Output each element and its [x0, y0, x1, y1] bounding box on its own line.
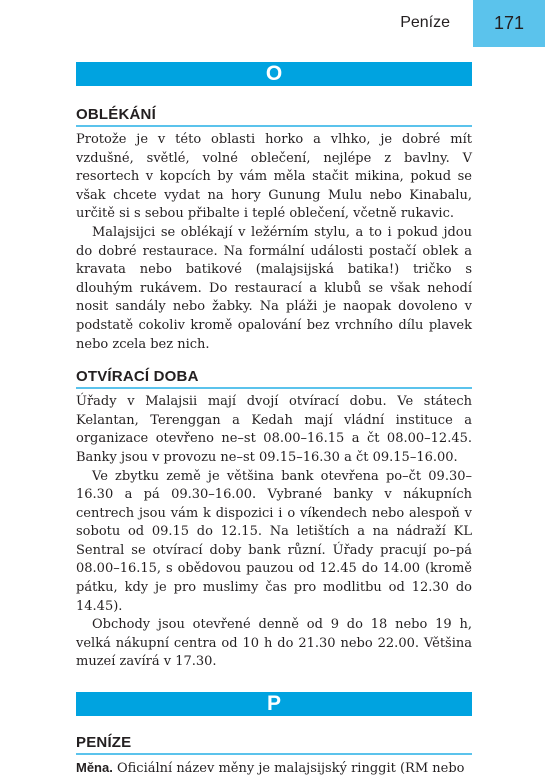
- section-heading-penize: PENÍZE: [76, 734, 472, 755]
- paragraph: [76, 759, 472, 779]
- letter-band-p-label: P: [266, 692, 281, 716]
- section-heading-oblekani: OBLÉKÁNÍ: [76, 106, 472, 127]
- section-oteviraci-doba: [76, 368, 472, 672]
- page-number: 171: [493, 13, 525, 33]
- section-oblekani: [76, 106, 472, 354]
- page-content: [76, 62, 472, 779]
- paragraph: Protože je v této oblasti horko a vlhko, je dobré mít vzdušné, světlé, volné oblečení, nejlépe z bavlny. V resortech v kopcích by vám měla stačit mikina, pokud se však chcete vydat na hory Gunung Mulu nebo Kinabalu, určitě si s sebou přibalte i teplé oblečení, včetně rukavic.: [76, 132, 472, 222]
- letter-band-o-label: O: [265, 62, 283, 85]
- paragraph: Ve zbytku země je většina bank otevřena po–čt 09.30–16.30 a pá 09.30–16.00. Vybrané banky v nákupních centrech jsou vám k dispozici i o víkendech nebo alespoň v sobotu od 09.15 do 12.15. Na letištích a na nádraží KL Sentral se otvírací doby bank různí. Úřady pracují po–pá 08.00–16.15, s obědovou pauzou od 12.45 do 14.00 (kromě pátku, kdy je pro muslimy čas pro modlitbu od 12.30 do 14.45).: [76, 468, 472, 614]
- section-heading-oteviraci-doba: OTVÍRACÍ DOBA: [76, 368, 472, 389]
- letter-band-o: [76, 62, 472, 86]
- paragraph-text: Oficiální název měny je malajsijský ringgit (RM nebo: [112, 761, 465, 777]
- letter-band-p: [76, 692, 472, 716]
- paragraph: Úřady v Malajsii mají dvojí otvírací dobu. Ve státech Kelantan, Terenggan a Kedah mají vládní instituce a organizace otevřeno ne–st 08.00–16.15 a čt 08.00–12.45. Banky jsou v provozu ne–st 09.15–16.30 a čt 09.15–16.00.: [76, 394, 472, 465]
- running-header: Peníze: [400, 14, 450, 31]
- section-penize: [76, 734, 472, 779]
- paragraph: Obchody jsou otevřené denně od 9 do 18 nebo 19 h, velká nákupní centra od 10 h do 21.30 nebo 22.00. Většina muzeí zavírá v 17.30.: [76, 617, 472, 670]
- paragraph: Malajsijci se oblékají v ležérním stylu, a to i pokud jdou do dobré restaurace. Na formální události postačí oblek a kravata nebo batikové (malajsijská batika!) tričko s dlouhým rukávem. Do restaurací a klubů se však nehodí nosit sandály nebo žabky. Na pláži je naopak dovoleno v podstatě cokoliv kromě opalování bez vrchního dílu plavek nebo zcela bez nich.: [76, 224, 472, 352]
- term-mena: Měna.: [76, 760, 113, 776]
- page-number-tab: [473, 0, 545, 47]
